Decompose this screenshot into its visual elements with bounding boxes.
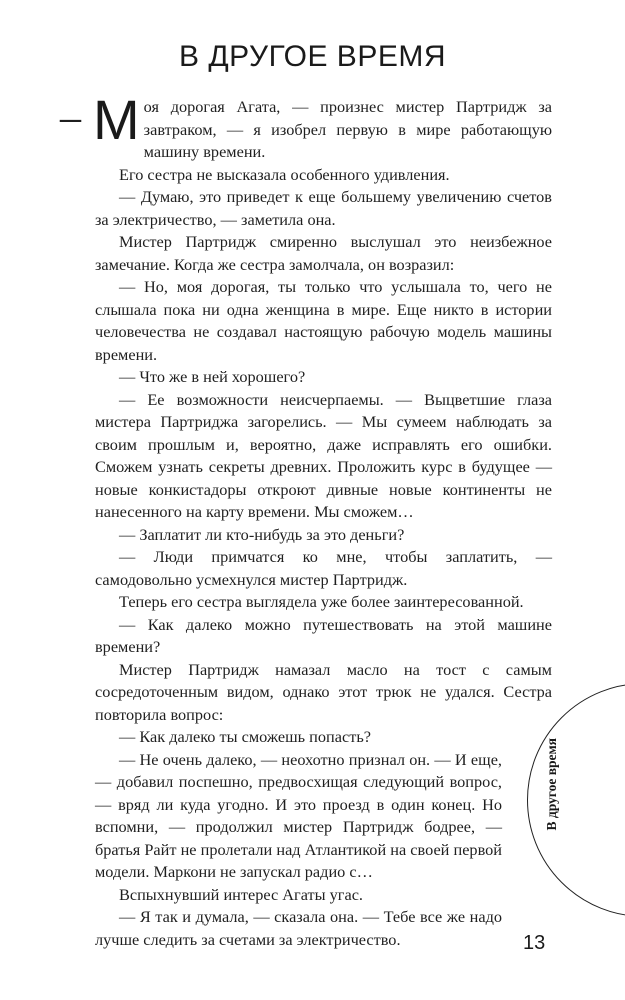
drop-cap: М [93,88,140,151]
paragraph: Мистер Партридж смиренно выслушал это неизбежное замечание. Когда же сестра замолчала, он возразил: [95,232,552,274]
paragraph: — Ее возможности неисчерпаемы. — Выцветшие глаза мистера Партриджа загорелись. — Мы сумеем наблюдать за своим прошлым и, вероятно, даже исправлять его ошибки. Сможем узнать секреты древних. Проложить курс в будущее — новые конкистадоры откроют дивные новые континенты не нанесенного на карту времени. Мы сможем… [95,389,552,521]
paragraph: — Как далеко можно путешествовать на этой машине времени? [95,614,552,656]
paragraph: — Люди примчатся ко мне, чтобы заплатить, — самодовольно усмехнулся мистер Партридж. [95,547,552,589]
paragraph: Теперь его сестра выглядела уже более заинтересованной. [119,592,524,611]
paragraph: — Но, моя дорогая, ты только что услышала то, чего не слышала пока ни одна женщина в мире. Еще никто в истории человечества не создавал настоящую рабочую модель машины времени. [95,277,552,364]
paragraph: Его сестра не высказала особенного удивления. [119,164,450,184]
paragraph: Моя дорогая Агата, — произнес мистер Партридж за завтраком, — я изобрел первую в мире работающую машину времени. [93,88,552,161]
paragraph: — Не очень далеко, — неохотно признал он. — И еще, — добавил поспешно, предвосхищая следующий вопрос, — вряд ли куда угодно. И это проезд в один конец. Но вспомни, — продолжил мистер Партридж бодрее, — братья Райт не пролетали над Атлантикой на своей первой модели. Маркони не запускал радио с… [95,749,502,881]
chapter-body [93,88,552,951]
opening-dash: – [60,95,81,141]
paragraph: Вспыхнувший интерес Агаты угас. [119,884,363,904]
page-number: 13 [523,932,546,954]
chapter-title: В ДРУГОЕ ВРЕМЯ [179,40,446,73]
paragraph: — Я так и думала, — сказала она. — Тебе все же надо лучше следить за счетами за электричество. [95,907,502,949]
paragraph: — Заплатит ли кто-нибудь за это деньги? [119,524,405,544]
paragraph: — Что же в ней хорошего? [119,367,306,386]
paragraph: — Думаю, это приведет к еще большему увеличению счетов за электричество, — заметила она. [95,187,552,229]
chapter-tab-label: В другое время [544,738,559,831]
paragraph: Мистер Партридж намазал масло на тост с самым сосредоточенным видом, однако этот трюк не удался. Сестра повторила вопрос: [95,659,552,724]
paragraph: — Как далеко ты сможешь попасть? [119,727,371,746]
